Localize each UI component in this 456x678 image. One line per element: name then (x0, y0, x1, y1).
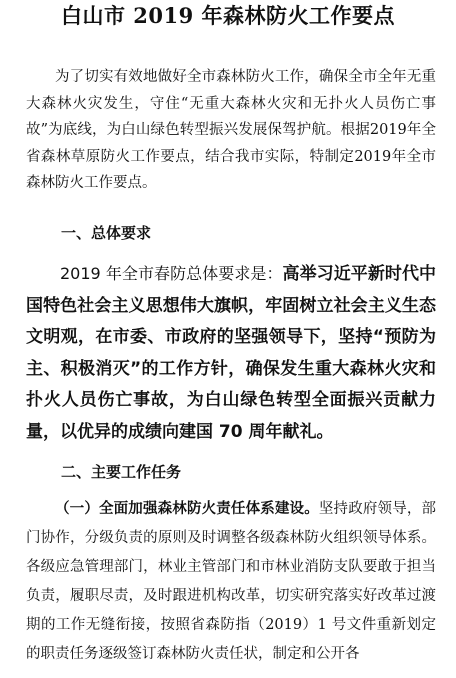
section-heading-main-tasks: 二、主要工作任务 (61, 463, 182, 481)
general-requirements-body: 高举习近平新时代中国特色社会主义思想伟大旗帜，牢固树立社会主义生态文明观，在市委、市政府的坚强领导下，坚持“预防为主、积极消灭”的工作方针，确保发生重大森林火灾和扑火人员伤亡事故，为白山绿色转型全面振兴贡献力量，以优异的成绩向建国 70 周年献礼。 (26, 264, 437, 442)
intro-paragraph: 为了切实有效地做好全市森林防火工作，确保全市全年无重大森林火灾发生，守住“无重大森林火灾和无扑火人员伤亡事故”为底线，为白山绿色转型振兴发展保驾护航。根据2019年全省森林草原防火工作要点，结合我市实际，特制定2019年全市森林防火工作要点。 (26, 69, 436, 192)
general-requirements-lead: 2019 年全市春防总体要求是： (60, 264, 283, 283)
main-tasks-paragraph (26, 494, 436, 669)
section-heading-general-requirements: 一、总体要求 (61, 224, 152, 242)
main-tasks-item-1-title: （一）全面加强森林防火责任体系建设。 (55, 500, 319, 517)
main-tasks-item-1-body: 坚持政府领导，部门协作，分级负责的原则及时调整各级森林防火组织领导体系。各级应急管理部门，林业主管部门和市林业消防支队要敢于担当负责，履职尽责，及时跟进机构改革，切实研究落实好改革过渡期的工作无缝衔接，按照省森防指（2019）1 号文件重新划定的职责任务逐级签订森林防火责任状，制定和公开各 (26, 501, 437, 662)
document-title: 白山市 2019 年森林防火工作要点 (60, 3, 396, 28)
general-requirements-paragraph (26, 258, 436, 449)
